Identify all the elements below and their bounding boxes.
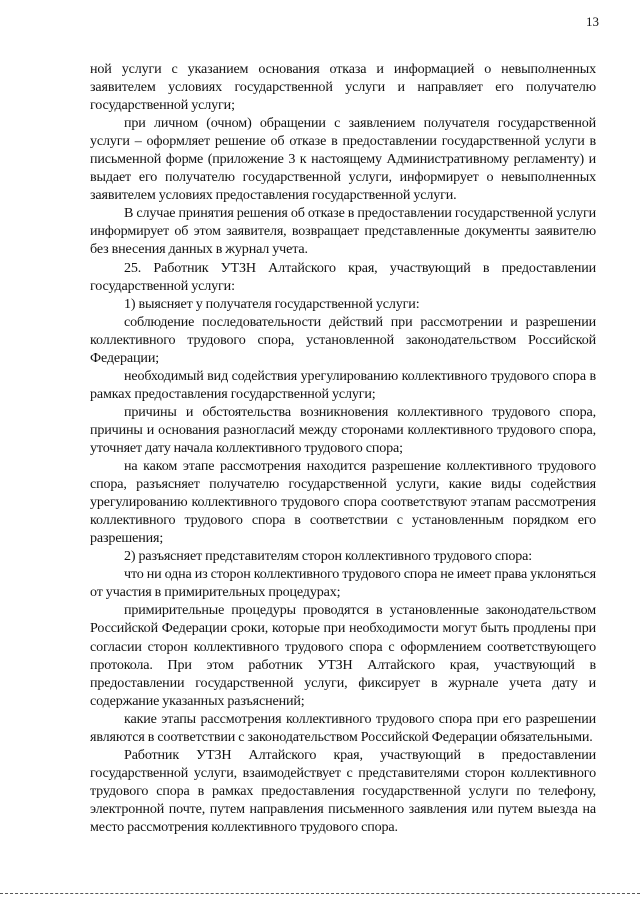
paragraph-14: Работник УТЗН Алтайского края, участвующий в предоставлении государственной услуги, взаимодействует с представителями сторон коллективного трудового спора в рамках предоставления государственной услуги по телефону, электронной почте, путем направления письменного заявления или путем выезда на место рассмотрения коллективного трудового спора. <box>90 746 596 835</box>
paragraph-5: 1) выясняет у получателя государственной услуги: <box>124 295 420 312</box>
paragraph-2: при личном (очном) обращении с заявлением получателя государственной услуги – оформляет решение об отказе в предоставлении государственной услуги в письменной форме (приложение 3 к настоящему Административному регламенту) и выдает его получателю государственной услуги, информирует о невыполненных заявителем условиях предоставления государственной услуги. <box>90 115 596 204</box>
paragraph-1: ной услуги с указанием основания отказа и информацией о невыполненных заявителем условиях государственной услуги и направляет его получателю государственной услуги; <box>90 61 596 114</box>
paragraph-7: необходимый вид содействия урегулированию коллективного трудового спора в рамках предоставления государственной услуги; <box>90 367 596 402</box>
paragraph-3: В случае принятия решения об отказе в предоставлении государственной услуги информирует об этом заявителя, возвращает представленные документы заявителю без внесения данных в журнал учета. <box>90 205 596 258</box>
page-number: 13 <box>586 14 599 29</box>
paragraph-6: соблюдение последовательности действий при рассмотрении и разрешении коллективного трудового спора, установленной законодательством Российской Федерации; <box>90 313 596 366</box>
paragraph-9: на каком этапе рассмотрения находится разрешение коллективного трудового спора, разъясняет получателю государственной услуги, какие виды содействия урегулированию коллективного трудового спора соответствуют этапам рассмотрения коллективного трудового спора в соответствии с установленным порядком его разрешения; <box>90 458 596 547</box>
paragraph-13: какие этапы рассмотрения коллективного трудового спора при его разрешении являются в соответствии с законодательством Российской Федерации обязательными. <box>90 710 596 745</box>
document-body <box>90 60 596 836</box>
paragraph-11: что ни одна из сторон коллективного трудового спора не имеет права уклоняться от участия в примирительных процедурах; <box>90 566 596 601</box>
paragraph-4: 25. Работник УТЗН Алтайского края, участвующий в предоставлении государственной услуги: <box>90 259 596 294</box>
paragraph-8: причины и обстоятельства возникновения коллективного трудового спора, причины и основания разногласий между сторонами коллективного трудового спора, уточняет дату начала коллективного трудового спора; <box>90 403 596 456</box>
scan-edge-line <box>0 893 640 894</box>
paragraph-12: примирительные процедуры проводятся в установленные законодательством Российской Федерации сроки, которые при необходимости могут быть продлены при согласии сторон коллективного трудового спора с оформлением соответствующего протокола. При этом работник УТЗН Алтайского края, участвующий в предоставлении государственной услуги, фиксирует в журнале учета дату и содержание указанных разъяснений; <box>90 602 596 709</box>
paragraph-10: 2) разъясняет представителям сторон коллективного трудового спора: <box>124 548 533 565</box>
